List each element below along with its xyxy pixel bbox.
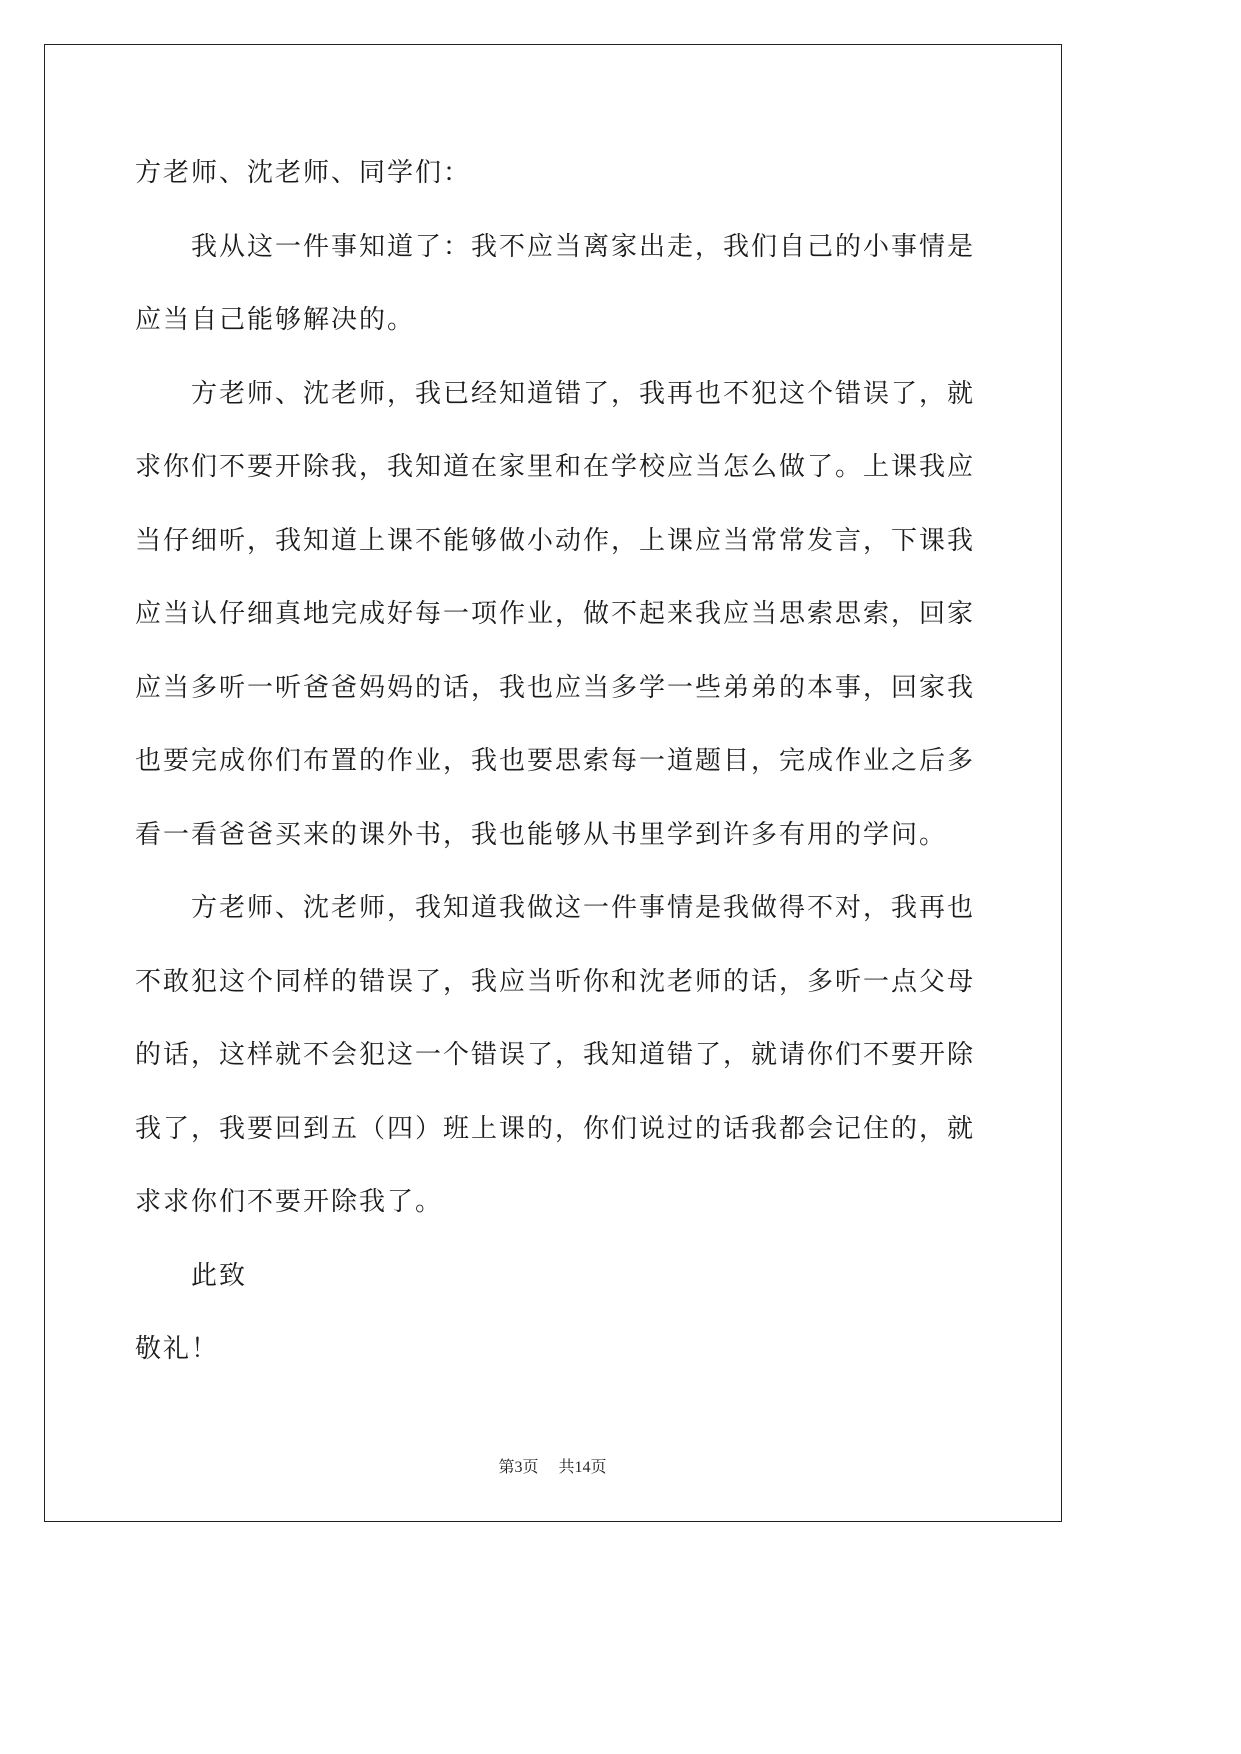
paragraph-2-line: 看一看爸爸买来的课外书，我也能够从书里学到许多有用的学问。 xyxy=(135,819,948,850)
page-number: 第3页 xyxy=(498,1459,539,1476)
paragraph-1-line: 我从这一件事知道了：我不应当离家出走，我们自己的小事情是 xyxy=(191,231,976,262)
paragraph-1-line: 应当自己能够解决的。 xyxy=(135,305,416,335)
paragraph-3-line: 不敢犯这个同样的错误了，我应当听你和沈老师的话，多听一点父母 xyxy=(135,966,976,997)
paragraph-2-line: 方老师、沈老师，我已经知道错了，我再也不犯这个错误了，就 xyxy=(191,378,976,409)
paragraph-3-line: 的话，这样就不会犯这一个错误了，我知道错了，就请你们不要开除 xyxy=(135,1040,976,1070)
salutation: 方老师、沈老师、同学们： xyxy=(135,158,472,188)
paragraph-2-line: 应当认仔细真地完成好每一项作业，做不起来我应当思索思索，回家 xyxy=(135,599,976,629)
paragraph-2-line: 应当多听一听爸爸妈妈的话，我也应当多学一些弟弟的本事，回家我 xyxy=(135,672,976,703)
paragraph-2-line: 也要完成你们布置的作业，我也要思索每一道题目，完成作业之后多 xyxy=(135,746,976,776)
closing: 此致 xyxy=(191,1260,248,1291)
total-pages: 共14页 xyxy=(558,1459,607,1476)
page-footer xyxy=(0,1454,1105,1477)
regards: 敬礼！ xyxy=(135,1334,220,1364)
letter-body xyxy=(135,145,980,1395)
paragraph-2-line: 求你们不要开除我，我知道在家里和在学校应当怎么做了。上课我应 xyxy=(135,452,976,482)
paragraph-3-line: 求求你们不要开除我了。 xyxy=(135,1187,444,1217)
paragraph-2-line: 当仔细听，我知道上课不能够做小动作，上课应当常常发言，下课我 xyxy=(135,525,976,556)
paragraph-3-line: 我了，我要回到五（四）班上课的，你们说过的话我都会记住的，就 xyxy=(135,1113,976,1144)
paragraph-3-line: 方老师、沈老师，我知道我做这一件事情是我做得不对，我再也 xyxy=(191,893,976,923)
